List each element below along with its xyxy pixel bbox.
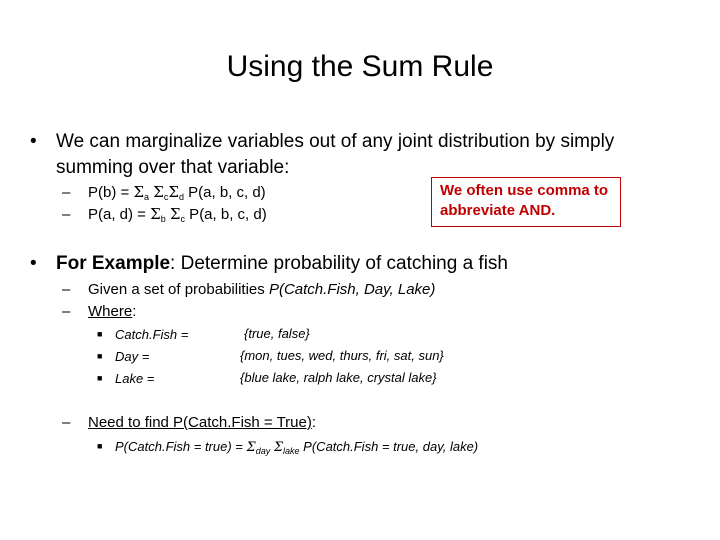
need-label: Need to find P(Catch.Fish = True) <box>88 414 312 431</box>
need-line <box>62 413 316 433</box>
where-colon: : <box>132 303 137 320</box>
dash-icon: – <box>62 303 71 320</box>
sigma-symbol: Σ <box>273 440 284 455</box>
subscript: b <box>160 214 166 224</box>
bullet-text-line2: summing over that variable: <box>56 157 290 178</box>
given-expr: P(Catch.Fish, Day, Lake) <box>268 281 436 298</box>
formula-rhs: P(a, b, c, d) <box>183 184 266 201</box>
subscript: c <box>180 214 186 224</box>
bullet-example <box>30 251 508 277</box>
sigma-symbol: Σ <box>169 205 181 223</box>
bullet-icon: • <box>30 131 37 152</box>
formula-pad <box>62 204 267 229</box>
bullet-text-line1: We can marginalize variables out of any joint distribution by simply <box>56 131 615 152</box>
dash-icon: – <box>62 281 71 298</box>
var-row <box>97 347 149 366</box>
where-label: Where <box>88 303 133 320</box>
formula-lhs: P(a, d) = <box>88 206 151 223</box>
need-colon: : <box>311 414 317 431</box>
var-values: {mon, tues, wed, thurs, fri, sat, sun} <box>240 348 444 363</box>
given-prefix: Given a set of probabilities <box>88 281 269 298</box>
square-bullet-icon: ■ <box>97 351 103 361</box>
var-values: {blue lake, ralph lake, crystal lake} <box>240 370 437 385</box>
dash-icon: – <box>62 206 71 223</box>
bullet-icon: • <box>30 253 37 274</box>
formula-rhs: P(a, b, c, d) <box>185 206 267 223</box>
sigma-symbol: Σ <box>168 183 179 201</box>
slide-title: Using the Sum Rule <box>226 50 494 83</box>
formula-lhs: P(b) = <box>88 184 134 201</box>
subscript: a <box>144 192 150 202</box>
var-name: Lake = <box>115 371 155 386</box>
final-formula <box>97 437 478 460</box>
var-name: Day = <box>115 349 150 364</box>
final-rhs: P(Catch.Fish = true, day, lake) <box>299 439 479 454</box>
sigma-symbol: Σ <box>153 183 164 201</box>
sigma-symbol: Σ <box>150 205 161 223</box>
example-bold: For Example <box>56 253 171 274</box>
square-bullet-icon: ■ <box>97 373 103 383</box>
callout-note: We often use comma to abbreviate AND. <box>431 177 621 227</box>
sigma-symbol: Σ <box>246 440 256 455</box>
where-line <box>62 302 136 322</box>
var-row <box>97 325 188 344</box>
final-lhs: P(Catch.Fish = true) = <box>115 439 247 454</box>
dash-icon: – <box>62 414 71 431</box>
square-bullet-icon: ■ <box>97 329 103 339</box>
bullet-marginalize <box>30 129 614 155</box>
var-name: Catch.Fish = <box>115 327 189 342</box>
square-bullet-icon: ■ <box>97 441 103 451</box>
sigma-symbol: Σ <box>133 183 145 201</box>
given-line <box>62 280 435 300</box>
subscript: lake <box>283 446 300 456</box>
subscript: d <box>178 192 184 202</box>
example-text: : Determine probability of catching a fish <box>170 253 508 274</box>
dash-icon: – <box>62 184 71 201</box>
var-values: {true, false} <box>244 326 310 341</box>
subscript: day <box>255 446 271 456</box>
subscript: c <box>163 192 169 202</box>
var-row <box>97 369 154 388</box>
